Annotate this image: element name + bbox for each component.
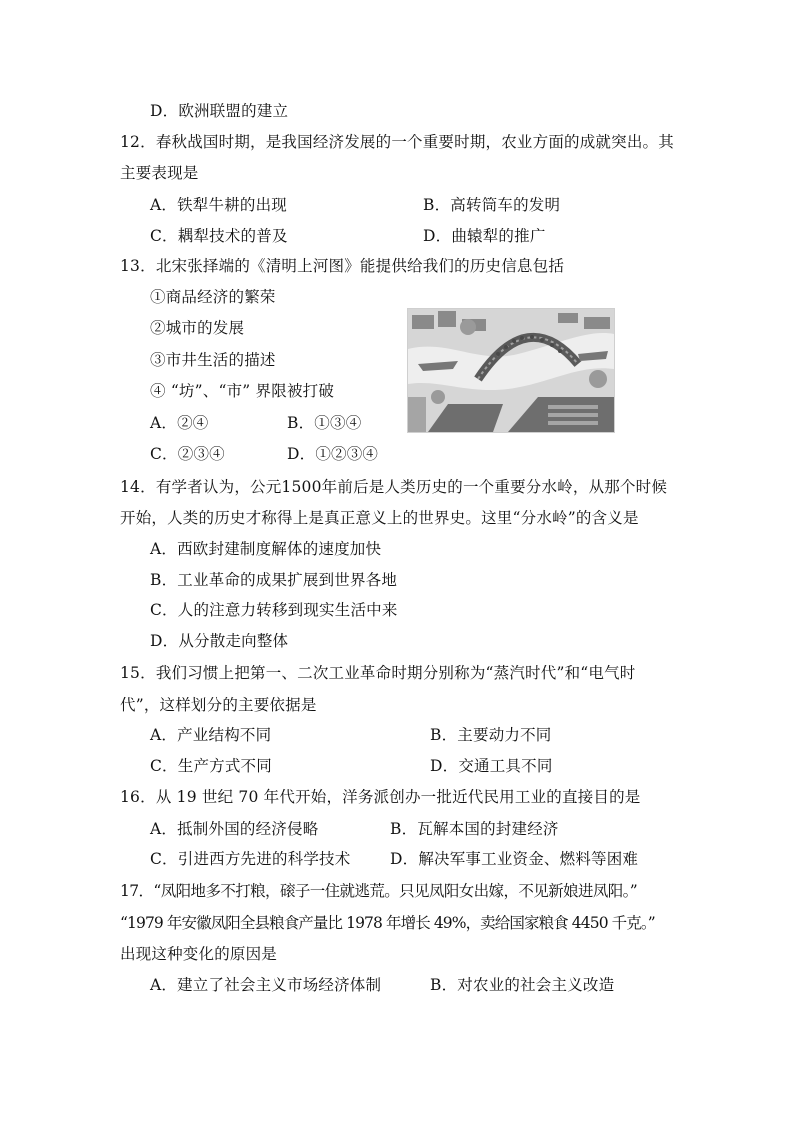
q15-option-a: A．产业结构不同 (150, 726, 272, 744)
q17-option-a: A．建立了社会主义市场经济体制 (150, 976, 382, 994)
q12-stem-line2: 主要表现是 (120, 164, 199, 182)
q14-option-d: D．从分散走向整体 (150, 632, 289, 650)
q14-option-b: B．工业革命的成果扩展到世界各地 (150, 571, 398, 589)
painting-qingming-icon (407, 308, 615, 433)
q15-stem-line1: 15．我们习惯上把第一、二次工业革命时期分别称为“蒸汽时代”和“电气时 (120, 664, 636, 682)
q15-stem-line2: 代”，这样划分的主要依据是 (120, 696, 317, 714)
q17-stem-line1: 17．“凤阳地多不打粮，磙子一住就逃荒。只见凤阳女出嫁，不见新娘进凤阳。” (120, 882, 638, 900)
q15-option-c: C．生产方式不同 (150, 757, 272, 775)
q12-stem-line1: 12．春秋战国时期，是我国经济发展的一个重要时期，农业方面的成就突出。其 (120, 133, 674, 151)
q16-option-c: C．引进西方先进的科学技术 (150, 850, 351, 868)
q17-stem-line2: “1979 年安徽凤阳全县粮食产量比 1978 年增长 49%，卖给国家粮食 4450 千克。” (120, 914, 655, 932)
q14-option-a: A．西欧封建制度解体的速度加快 (150, 540, 382, 558)
q17-stem-line3: 出现这种变化的原因是 (120, 945, 278, 963)
q11-option-d: D．欧洲联盟的建立 (150, 102, 289, 120)
q12-option-c: C．耦犁技术的普及 (150, 227, 288, 245)
q14-stem-line2: 开始，人类的历史才称得上是真正意义上的世界史。这里“分水岭”的含义是 (120, 509, 639, 527)
q17-option-b: B．对农业的社会主义改造 (430, 976, 615, 994)
q14-option-c: C．人的注意力转移到现实生活中来 (150, 601, 398, 619)
q12-option-a: A．铁犁牛耕的出现 (150, 196, 287, 214)
q16-option-b: B．瓦解本国的封建经济 (390, 820, 559, 838)
q15-option-d: D．交通工具不同 (430, 757, 553, 775)
q13-item-2: ②城市的发展 (150, 319, 245, 337)
q13-item-3: ③市井生活的描述 (150, 351, 276, 369)
q13-option-d: D．①②③④ (287, 445, 379, 463)
q13-stem: 13．北宋张择端的《清明上河图》能提供给我们的历史信息包括 (120, 257, 565, 275)
q16-option-a: A．抵制外国的经济侵略 (150, 820, 319, 838)
q16-option-d: D．解决军事工业资金、燃料等困难 (390, 850, 639, 868)
q13-option-a: A．②④ (150, 414, 209, 432)
q13-option-b: B．①③④ (287, 414, 362, 432)
q13-item-4: ④ “坊”、“市” 界限被打破 (150, 382, 335, 400)
q14-stem-line1: 14．有学者认为，公元1500年前后是人类历史的一个重要分水岭，从那个时候 (120, 478, 668, 496)
q15-option-b: B．主要动力不同 (430, 726, 552, 744)
q13-item-1: ①商品经济的繁荣 (150, 288, 276, 306)
q13-option-c: C．②③④ (150, 445, 225, 463)
q16-stem: 16．从 19 世纪 70 年代开始，洋务派创办一批近代民用工业的直接目的是 (120, 788, 641, 806)
q12-option-d: D．曲辕犁的推广 (423, 227, 546, 245)
q12-option-b: B．高转筒车的发明 (423, 196, 561, 214)
